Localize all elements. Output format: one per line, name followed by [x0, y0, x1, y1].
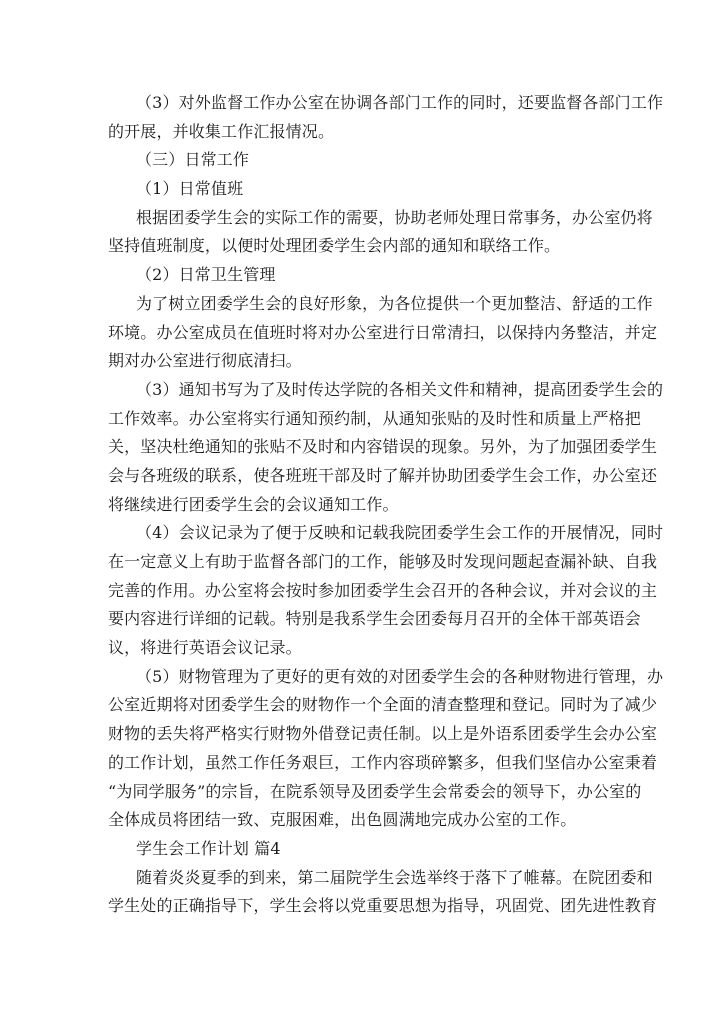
text-line: 随着炎炎夏季的到来，第二届院学生会选举终于落下了帷幕。在院团委和	[136, 867, 653, 887]
text-line: 要内容进行详细的记载。特别是我系学生会团委每月召开的全体干部英语会	[108, 609, 641, 629]
text-line: 坚持值班制度，以便时处理团委学生会内部的通知和联络工作。	[108, 236, 561, 256]
text-line: 为了树立团委学生会的良好形象，为各位提供一个更加整洁、舒适的工作	[136, 293, 653, 313]
text-line: 学生会工作计划 篇4	[136, 838, 281, 858]
text-line: 关，坚决杜绝通知的张贴不及时和内容错误的现象。另外，为了加强团委学生	[108, 437, 658, 457]
text-line: （2）日常卫生管理	[136, 265, 276, 285]
text-line: 完善的作用。办公室将会按时参加团委学生会召开的各种会议，并对会议的主	[108, 580, 658, 600]
text-line: 环境。办公室成员在值班时将对办公室进行日常清扫，以保持内务整洁，并定	[108, 322, 658, 342]
text-line: 根据团委学生会的实际工作的需要，协助老师处理日常事务，办公室仍将	[136, 207, 653, 227]
text-line: 期对办公室进行彻底清扫。	[108, 351, 302, 371]
text-line: 工作效率。办公室将实行通知预约制，从通知张贴的及时性和质量上严格把	[108, 408, 641, 428]
text-line: 议，将进行英语会议记录。	[108, 638, 302, 658]
text-line: 在一定意义上有助于监督各部门的工作，能够及时发现问题起查漏补缺、自我	[108, 552, 658, 571]
text-line: （5）财物管理为了更好的更有效的对团委学生会的各种财物进行管理，办	[136, 666, 664, 686]
text-line: （3）对外监督工作办公室在协调各部门工作的同时，还要监督各部门工作	[136, 93, 664, 112]
text-line: 财物的丢失将严格实行财物外借登记责任制。以上是外语系团委学生会办公室	[108, 724, 658, 744]
text-line: 的开展，并收集工作汇报情况。	[108, 121, 335, 141]
text-line: 将继续进行团委学生会的会议通知工作。	[108, 494, 399, 514]
text-line: 会与各班级的联系，使各班班干部及时了解并协助团委学生会工作，办公室还	[108, 465, 658, 485]
text-line: 学生处的正确指导下，学生会将以党重要思想为指导，巩固党、团先进性教育	[108, 896, 658, 916]
text-line: 的工作计划，虽然工作任务艰巨，工作内容琐碎繁多，但我们坚信办公室秉着	[108, 752, 658, 772]
text-line: （4）会议记录为了便于反映和记载我院团委学生会工作的开展情况，同时	[136, 523, 664, 543]
text-line: “为同学服务”的宗旨，在院系领导及团委学生会常委会的领导下，办公室的	[108, 781, 642, 801]
document-body	[108, 89, 664, 921]
text-line: （三）日常工作	[136, 150, 250, 170]
text-line: 全体成员将团结一致、克服困难，出色圆满地完成办公室的工作。	[108, 810, 577, 830]
text-line: 公室近期将对团委学生会的财物作一个全面的清查整理和登记。同时为了减少	[108, 695, 658, 715]
text-line: （1）日常值班	[136, 179, 244, 199]
text-line: （3）通知书写为了及时传达学院的各相关文件和精神，提高团委学生会的	[136, 379, 664, 399]
